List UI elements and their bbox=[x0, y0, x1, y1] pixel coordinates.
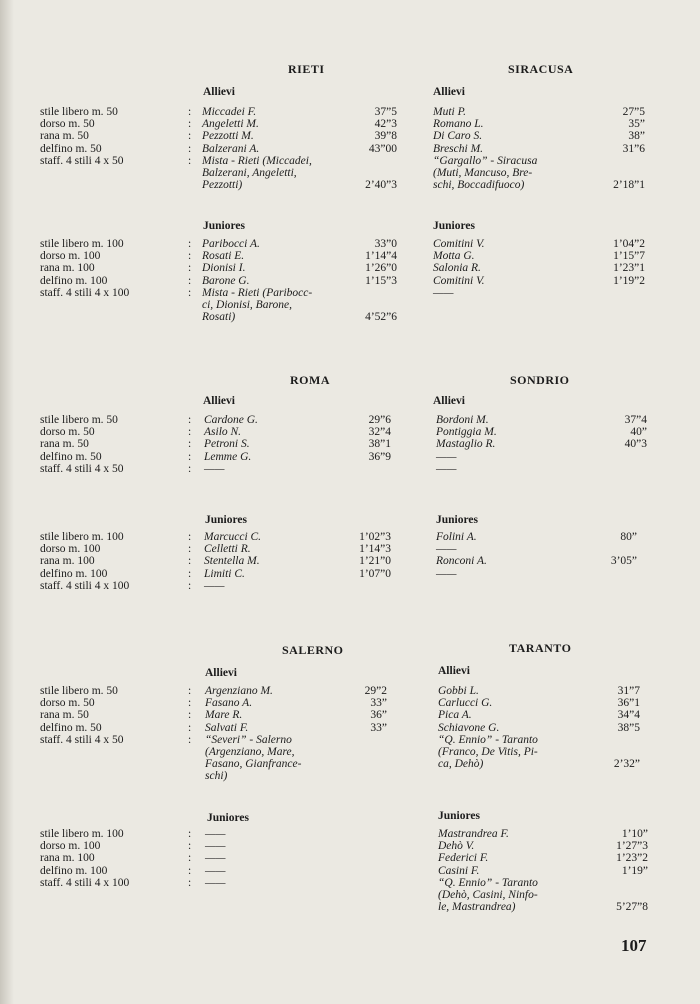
athlete-name: —— bbox=[433, 286, 454, 299]
results-roma-allievi bbox=[204, 414, 391, 475]
stroke-label: delfino m. 50 bbox=[40, 721, 102, 734]
result-time: 38”1 bbox=[368, 438, 391, 451]
result-row bbox=[433, 262, 645, 274]
stroke-label: dorso m. 100 bbox=[40, 840, 101, 853]
athlete-name: Casini F. bbox=[438, 864, 480, 877]
stroke-label: dorso m. 100 bbox=[40, 250, 101, 263]
athlete-name: Salvati F. bbox=[205, 721, 249, 734]
result-row bbox=[202, 275, 397, 287]
result-time: 37”4 bbox=[624, 414, 647, 426]
city-heading-salerno: SALERNO bbox=[282, 643, 344, 657]
athlete-name: Asilo N. bbox=[204, 426, 242, 439]
colon: : bbox=[188, 709, 192, 722]
result-time: 1’23”1 bbox=[613, 262, 645, 275]
colon-column bbox=[188, 531, 191, 592]
result-row bbox=[204, 438, 391, 450]
athlete-name: —— bbox=[205, 828, 226, 840]
result-time: 32”4 bbox=[368, 426, 391, 439]
colon: : bbox=[188, 286, 192, 299]
athlete-name: Breschi M. bbox=[433, 142, 484, 155]
result-row bbox=[204, 568, 391, 580]
city-heading-taranto: TARANTO bbox=[509, 641, 572, 655]
result-row bbox=[438, 852, 648, 864]
result-row bbox=[204, 580, 391, 592]
athlete-name: Argenziano M. bbox=[205, 685, 273, 697]
stroke-label: staff. 4 stili 4 x 100 bbox=[40, 579, 130, 592]
athlete-name: Marcucci C. bbox=[204, 531, 262, 543]
stroke-label: stile libero m. 50 bbox=[40, 106, 118, 118]
colon: : bbox=[188, 154, 192, 167]
result-row bbox=[433, 143, 645, 155]
result-row bbox=[433, 155, 645, 192]
results-taranto-juniores bbox=[438, 828, 648, 913]
result-row bbox=[438, 722, 640, 734]
stroke-labels-100 bbox=[40, 531, 129, 592]
colon: : bbox=[188, 685, 192, 697]
colon: : bbox=[188, 450, 192, 463]
colon: : bbox=[188, 250, 192, 263]
results-sondrio-juniores bbox=[436, 531, 637, 580]
result-time: 80” bbox=[620, 531, 637, 543]
stroke-label: dorso m. 50 bbox=[40, 426, 95, 439]
athlete-name: Pezzotti M. bbox=[202, 130, 254, 143]
result-time: 37”5 bbox=[374, 106, 397, 118]
athlete-name: Carlucci G. bbox=[438, 697, 493, 710]
athlete-name: —— bbox=[204, 579, 225, 592]
colon: : bbox=[188, 579, 192, 592]
athlete-name: Pontiggia M. bbox=[436, 426, 497, 439]
result-row bbox=[202, 143, 397, 155]
result-time: 36”9 bbox=[368, 450, 391, 463]
result-time: 1’27”3 bbox=[616, 840, 648, 853]
result-time: 34”4 bbox=[617, 709, 640, 722]
stroke-label: stile libero m. 100 bbox=[40, 828, 124, 840]
result-row bbox=[438, 685, 640, 697]
athlete-name: Fasano A. bbox=[205, 697, 253, 710]
stroke-label: dorso m. 50 bbox=[40, 118, 95, 131]
colon: : bbox=[188, 462, 192, 475]
result-time: 1’26”0 bbox=[365, 262, 397, 275]
category-allievi: Allievi bbox=[205, 667, 237, 679]
athlete-name: —— bbox=[205, 876, 226, 889]
result-row bbox=[438, 840, 648, 852]
stroke-label: staff. 4 stili 4 x 100 bbox=[40, 286, 130, 299]
athlete-name: Di Caro S. bbox=[433, 130, 483, 143]
athlete-name: Folini A. bbox=[436, 531, 477, 543]
athlete-name: Mista - Rieti (Miccadei, Balzerani, Angeletti, Pezzotti) bbox=[202, 154, 312, 192]
results-taranto-allievi bbox=[438, 685, 640, 770]
colon: : bbox=[188, 426, 192, 439]
result-row bbox=[202, 155, 397, 192]
result-time: 2’32” bbox=[613, 758, 640, 771]
athlete-name: —— bbox=[205, 864, 226, 877]
results-salerno-juniores bbox=[205, 828, 387, 889]
athlete-name: Comitini V. bbox=[433, 274, 485, 287]
result-time: 40”3 bbox=[624, 438, 647, 451]
athlete-name: Paribocci A. bbox=[202, 238, 260, 250]
result-time: 2’40”3 bbox=[365, 179, 397, 192]
athlete-name: —— bbox=[205, 852, 226, 865]
result-time: 1’14”4 bbox=[365, 250, 397, 263]
results-siracusa-allievi bbox=[433, 106, 645, 191]
result-row bbox=[433, 275, 645, 287]
stroke-label: rana m. 100 bbox=[40, 555, 95, 568]
colon: : bbox=[188, 852, 192, 865]
stroke-label: stile libero m. 50 bbox=[40, 414, 118, 426]
athlete-name: “Severi” - Salerno (Argenziano, Mare, Fasano, Gianfrance- schi) bbox=[205, 733, 302, 783]
result-time: 1’19”2 bbox=[613, 274, 645, 287]
result-row bbox=[433, 106, 645, 118]
athlete-name: Bordoni M. bbox=[436, 414, 489, 426]
result-row bbox=[202, 130, 397, 142]
result-time: 36” bbox=[370, 709, 387, 722]
colon-column bbox=[188, 414, 191, 475]
result-time: 3’05” bbox=[610, 555, 637, 568]
colon: : bbox=[188, 438, 192, 451]
result-time: 43”00 bbox=[368, 142, 397, 155]
athlete-name: Muti P. bbox=[433, 106, 467, 118]
athlete-name: Schiavone G. bbox=[438, 721, 500, 734]
result-time: 33” bbox=[370, 721, 387, 734]
stroke-label: stile libero m. 100 bbox=[40, 531, 124, 543]
athlete-name: —— bbox=[436, 450, 457, 463]
stroke-label: rana m. 50 bbox=[40, 709, 89, 722]
stroke-label: rana m. 100 bbox=[40, 262, 95, 275]
category-juniores: Juniores bbox=[203, 220, 245, 232]
result-row bbox=[433, 118, 645, 130]
result-row bbox=[202, 106, 397, 118]
stroke-labels-50 bbox=[40, 685, 123, 746]
city-heading-sondrio: SONDRIO bbox=[510, 373, 570, 387]
colon: : bbox=[188, 876, 192, 889]
result-row bbox=[436, 426, 647, 438]
result-row bbox=[436, 543, 637, 555]
athlete-name: Celletti R. bbox=[204, 543, 251, 556]
category-juniores: Juniores bbox=[205, 514, 247, 526]
result-row bbox=[438, 828, 648, 840]
result-time: 31”6 bbox=[622, 142, 645, 155]
colon: : bbox=[188, 697, 192, 710]
result-time: 5’27”8 bbox=[616, 901, 648, 914]
result-row bbox=[205, 722, 387, 734]
colon: : bbox=[188, 567, 192, 580]
result-row bbox=[438, 734, 640, 771]
result-row bbox=[205, 865, 387, 877]
athlete-name: Mastaglio R. bbox=[436, 438, 496, 451]
stroke-label: delfino m. 100 bbox=[40, 864, 108, 877]
colon: : bbox=[188, 555, 192, 568]
athlete-name: Petroni S. bbox=[204, 438, 250, 451]
result-row bbox=[436, 555, 637, 567]
result-time: 38”5 bbox=[617, 721, 640, 734]
athlete-name: Miccadei F. bbox=[202, 106, 257, 118]
result-row bbox=[205, 697, 387, 709]
stroke-labels-100 bbox=[40, 238, 129, 299]
page-spine-shadow bbox=[0, 0, 14, 1004]
city-heading-roma: ROMA bbox=[290, 373, 330, 387]
results-sondrio-allievi bbox=[436, 414, 647, 475]
result-row bbox=[205, 685, 387, 697]
athlete-name: Ronconi A. bbox=[436, 555, 487, 568]
results-siracusa-juniores bbox=[433, 238, 645, 299]
athlete-name: Balzerani A. bbox=[202, 142, 260, 155]
results-rieti-juniores bbox=[202, 238, 397, 323]
athlete-name: Dionisi I. bbox=[202, 262, 246, 275]
colon: : bbox=[188, 864, 192, 877]
result-row bbox=[204, 426, 391, 438]
stroke-labels-50 bbox=[40, 106, 123, 167]
athlete-name: —— bbox=[436, 567, 457, 580]
result-row bbox=[204, 451, 391, 463]
result-row bbox=[202, 118, 397, 130]
result-row bbox=[433, 238, 645, 250]
result-row bbox=[436, 531, 637, 543]
result-row bbox=[433, 130, 645, 142]
result-time: 27”5 bbox=[622, 106, 645, 118]
stroke-label: stile libero m. 50 bbox=[40, 685, 118, 697]
result-time: 33” bbox=[370, 697, 387, 710]
colon: : bbox=[188, 828, 192, 840]
category-juniores: Juniores bbox=[436, 514, 478, 526]
page-number: 107 bbox=[621, 936, 647, 955]
colon: : bbox=[188, 142, 192, 155]
result-time: 1’10” bbox=[621, 828, 648, 840]
colon: : bbox=[188, 543, 192, 556]
stroke-label: dorso m. 100 bbox=[40, 543, 101, 556]
athlete-name: Dehò V. bbox=[438, 840, 475, 853]
colon: : bbox=[188, 840, 192, 853]
stroke-label: delfino m. 50 bbox=[40, 142, 102, 155]
athlete-name: Angeletti M. bbox=[202, 118, 259, 131]
result-row bbox=[204, 555, 391, 567]
result-row bbox=[436, 438, 647, 450]
stroke-label: delfino m. 100 bbox=[40, 274, 108, 287]
result-row bbox=[204, 543, 391, 555]
colon-column bbox=[188, 106, 191, 167]
athlete-name: —— bbox=[205, 840, 226, 853]
result-time: 36”1 bbox=[617, 697, 640, 710]
result-time: 1’04”2 bbox=[613, 238, 645, 250]
result-row bbox=[436, 451, 647, 463]
result-time: 29”2 bbox=[364, 685, 387, 697]
category-juniores: Juniores bbox=[438, 810, 480, 822]
category-allievi: Allievi bbox=[433, 86, 465, 98]
result-row bbox=[202, 250, 397, 262]
result-row bbox=[438, 697, 640, 709]
result-time: 29”6 bbox=[368, 414, 391, 426]
result-time: 1’19” bbox=[621, 864, 648, 877]
stroke-label: rana m. 50 bbox=[40, 438, 89, 451]
athlete-name: Motta G. bbox=[433, 250, 475, 263]
athlete-name: Rosati E. bbox=[202, 250, 245, 263]
result-time: 1’21”0 bbox=[359, 555, 391, 568]
athlete-name: Mare R. bbox=[205, 709, 243, 722]
result-row bbox=[205, 877, 387, 889]
stroke-label: staff. 4 stili 4 x 50 bbox=[40, 462, 124, 475]
stroke-label: delfino m. 100 bbox=[40, 567, 108, 580]
stroke-labels-50 bbox=[40, 414, 123, 475]
colon: : bbox=[188, 414, 192, 426]
category-allievi: Allievi bbox=[433, 395, 465, 407]
colon-column bbox=[188, 828, 191, 889]
results-salerno-allievi bbox=[205, 685, 387, 783]
result-row bbox=[202, 262, 397, 274]
colon: : bbox=[188, 118, 192, 131]
colon: : bbox=[188, 274, 192, 287]
category-allievi: Allievi bbox=[438, 665, 470, 677]
athlete-name: —— bbox=[436, 543, 457, 556]
athlete-name: “Gargallo” - Siracusa (Muti, Mancuso, Bre- schi, Boccadifuoco) bbox=[433, 154, 538, 192]
result-time: 1’23”2 bbox=[616, 852, 648, 865]
athlete-name: Federici F. bbox=[438, 852, 489, 865]
result-row bbox=[205, 840, 387, 852]
athlete-name: Pica A. bbox=[438, 709, 472, 722]
colon-column bbox=[188, 685, 191, 746]
result-row bbox=[204, 531, 391, 543]
colon: : bbox=[188, 721, 192, 734]
result-row bbox=[438, 709, 640, 721]
results-rieti-allievi bbox=[202, 106, 397, 191]
result-row bbox=[205, 734, 387, 783]
stroke-label: stile libero m. 100 bbox=[40, 238, 124, 250]
result-time: 1’15”7 bbox=[613, 250, 645, 263]
result-time: 2’18”1 bbox=[613, 179, 645, 192]
stroke-label: staff. 4 stili 4 x 100 bbox=[40, 876, 130, 889]
result-row bbox=[433, 287, 645, 299]
result-row bbox=[433, 250, 645, 262]
result-row bbox=[205, 852, 387, 864]
stroke-label: rana m. 100 bbox=[40, 852, 95, 865]
colon: : bbox=[188, 733, 192, 746]
category-juniores: Juniores bbox=[207, 812, 249, 824]
athlete-name: Barone G. bbox=[202, 274, 250, 287]
result-time: 4’52”6 bbox=[365, 311, 397, 324]
stroke-labels-100 bbox=[40, 828, 129, 889]
athlete-name: Mastrandrea F. bbox=[438, 828, 509, 840]
category-allievi: Allievi bbox=[203, 86, 235, 98]
stroke-label: dorso m. 50 bbox=[40, 697, 95, 710]
result-time: 1’07”0 bbox=[359, 567, 391, 580]
stroke-label: staff. 4 stili 4 x 50 bbox=[40, 733, 124, 746]
athlete-name: Gobbi L. bbox=[438, 685, 479, 697]
result-row bbox=[204, 463, 391, 475]
result-row bbox=[205, 828, 387, 840]
colon-column bbox=[188, 238, 191, 299]
athlete-name: Comitini V. bbox=[433, 238, 485, 250]
result-row bbox=[202, 287, 397, 324]
athlete-name: Limiti C. bbox=[204, 567, 245, 580]
athlete-name: Stentella M. bbox=[204, 555, 260, 568]
city-heading-siracusa: SIRACUSA bbox=[508, 62, 574, 76]
stroke-label: delfino m. 50 bbox=[40, 450, 102, 463]
colon: : bbox=[188, 238, 192, 250]
category-juniores: Juniores bbox=[433, 220, 475, 232]
result-time: 1’14”3 bbox=[359, 543, 391, 556]
city-heading-rieti: RIETI bbox=[288, 62, 325, 76]
result-row bbox=[204, 414, 391, 426]
result-time: 1’15”3 bbox=[365, 274, 397, 287]
result-row bbox=[436, 463, 647, 475]
result-time: 40” bbox=[630, 426, 647, 439]
result-row bbox=[202, 238, 397, 250]
results-roma-juniores bbox=[204, 531, 391, 592]
athlete-name: —— bbox=[436, 462, 457, 475]
colon: : bbox=[188, 106, 192, 118]
colon: : bbox=[188, 262, 192, 275]
result-time: 31”7 bbox=[617, 685, 640, 697]
result-row bbox=[205, 709, 387, 721]
stroke-label: rana m. 50 bbox=[40, 130, 89, 143]
stroke-label: staff. 4 stili 4 x 50 bbox=[40, 154, 124, 167]
athlete-name: Romano L. bbox=[433, 118, 484, 131]
athlete-name: Cardone G. bbox=[204, 414, 258, 426]
result-row bbox=[438, 865, 648, 877]
athlete-name: —— bbox=[204, 462, 225, 475]
result-time: 42”3 bbox=[374, 118, 397, 131]
athlete-name: Mista - Rieti (Paribocc- ci, Dionisi, Barone, Rosati) bbox=[202, 286, 313, 324]
athlete-name: “Q. Ennio” - Taranto (Franco, De Vitis, Pi- ca, Dehò) bbox=[438, 733, 538, 771]
result-time: 39”8 bbox=[374, 130, 397, 143]
result-time: 33”0 bbox=[374, 238, 397, 250]
result-row bbox=[438, 877, 648, 914]
category-allievi: Allievi bbox=[203, 395, 235, 407]
athlete-name: Salonia R. bbox=[433, 262, 481, 275]
athlete-name: “Q. Ennio” - Taranto (Dehò, Casini, Ninfo- le, Mastrandrea) bbox=[438, 876, 538, 914]
result-time: 38” bbox=[628, 130, 645, 143]
colon: : bbox=[188, 130, 192, 143]
result-row bbox=[436, 568, 637, 580]
result-row bbox=[436, 414, 647, 426]
athlete-name: Lemme G. bbox=[204, 450, 252, 463]
result-time: 1’02”3 bbox=[359, 531, 391, 543]
colon: : bbox=[188, 531, 192, 543]
result-time: 35” bbox=[628, 118, 645, 131]
